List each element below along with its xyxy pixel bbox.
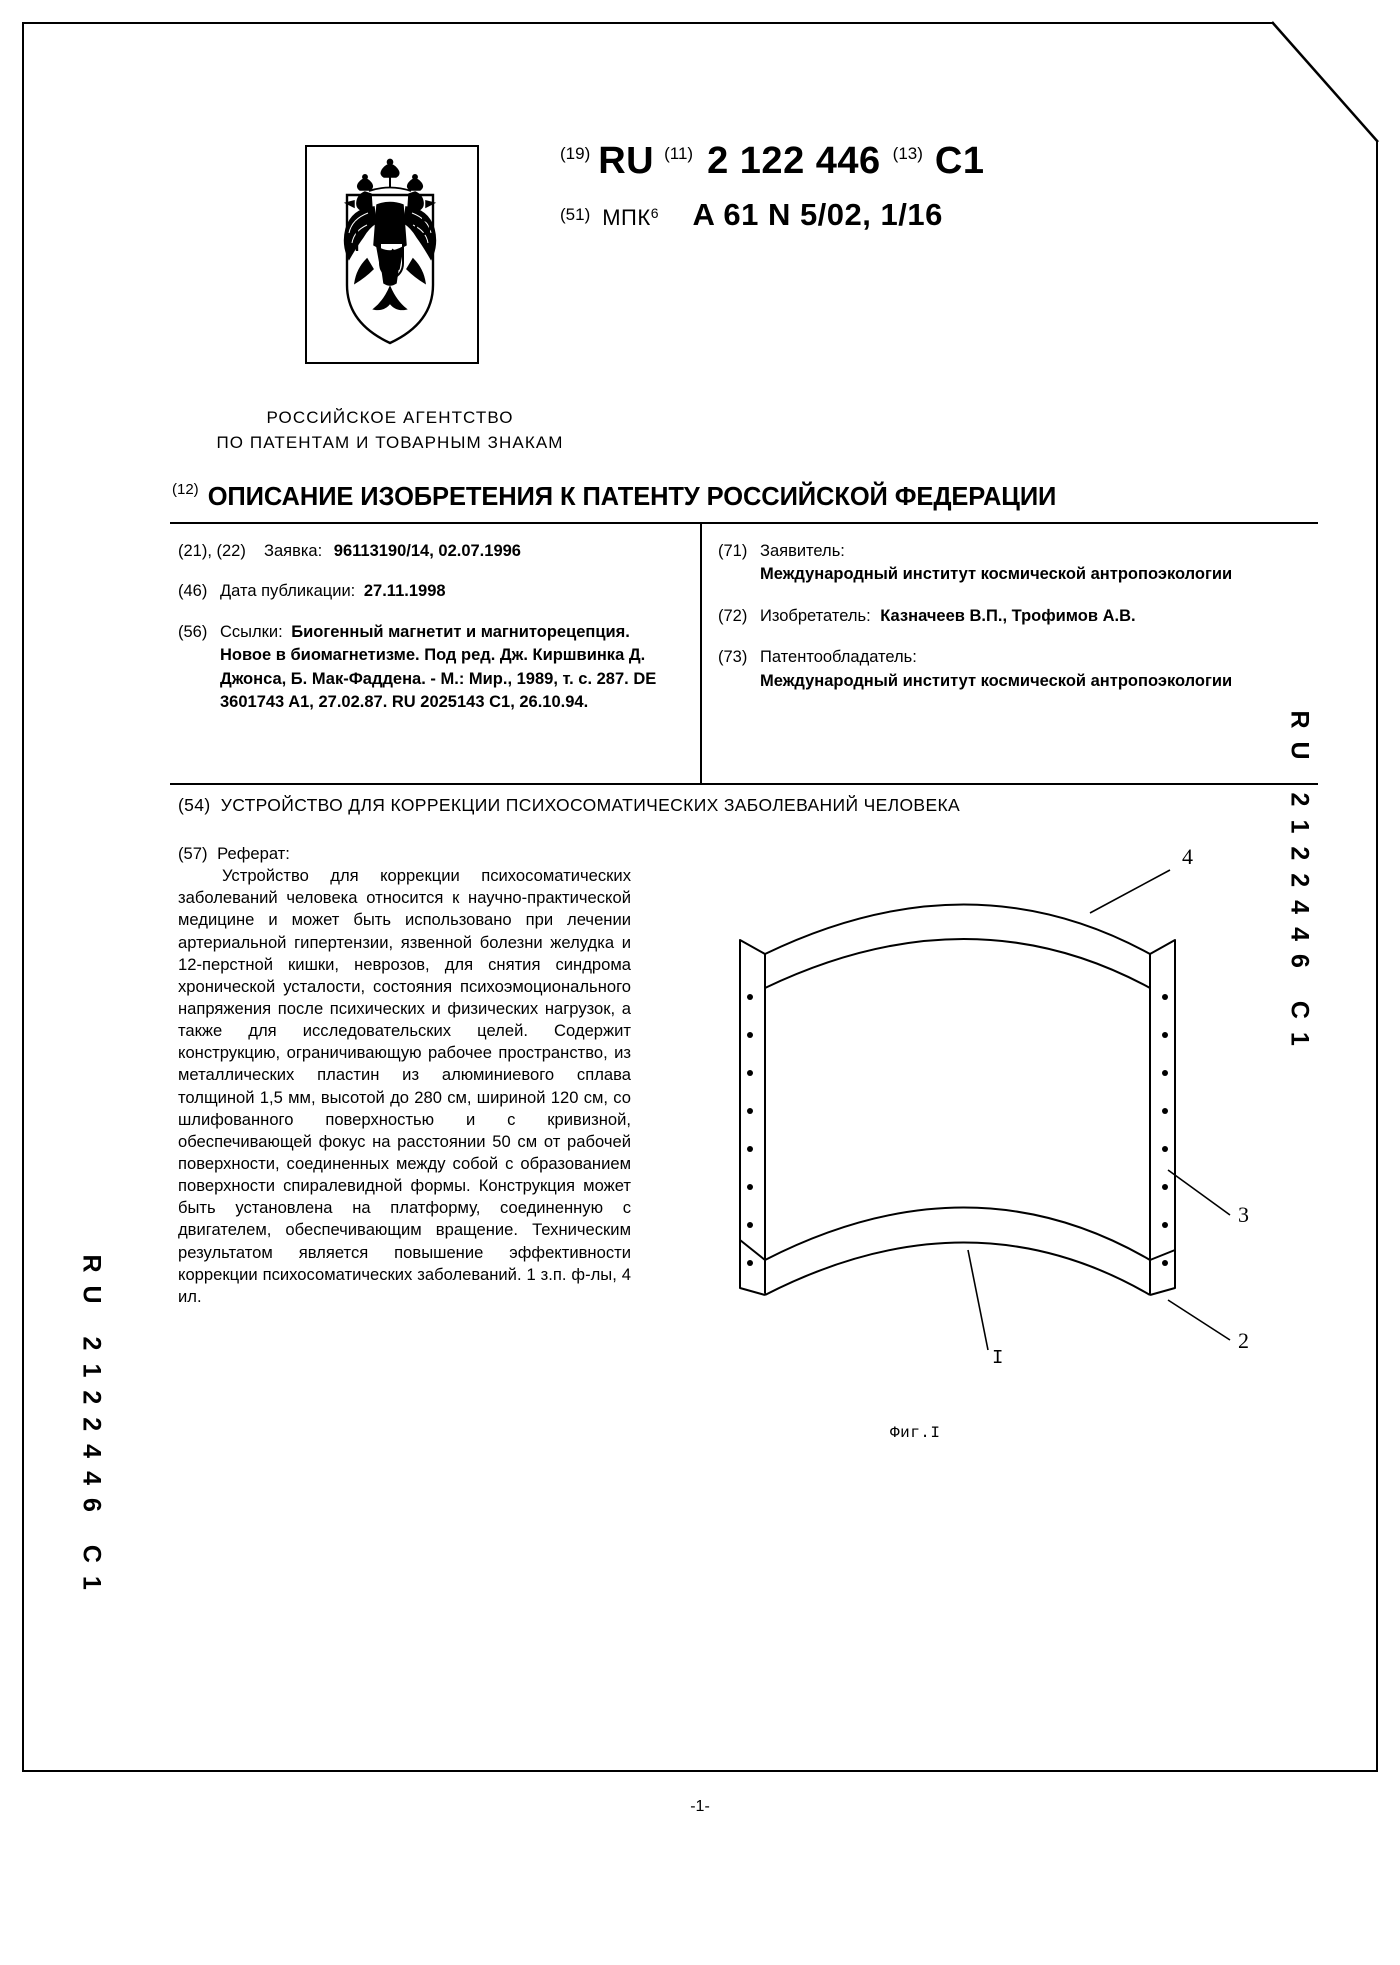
- divider-middle: [170, 783, 1318, 785]
- inid-71: (71): [718, 542, 748, 560]
- kind-code: C1: [934, 140, 985, 182]
- agency-line-2: ПО ПАТЕНТАМ И ТОВАРНЫМ ЗНАКАМ: [216, 432, 564, 452]
- page-border-top: [22, 22, 1274, 24]
- inid-73: (73): [718, 648, 748, 667]
- publication-date-value: 27.11.1998: [363, 582, 446, 601]
- application-label: Заявка:: [264, 542, 323, 560]
- figure-callout-2: 2: [1238, 1328, 1249, 1353]
- page-border-bottom: [22, 1770, 1378, 1772]
- page-corner-fold: [1262, 14, 1388, 154]
- document-title-row: [172, 483, 1317, 512]
- inventor-label: Изобретатель:: [760, 606, 871, 625]
- divider-column: [700, 522, 702, 784]
- page-border-right: [1376, 140, 1378, 1772]
- inid-21-22: (21), (22): [178, 542, 246, 560]
- biblio-patent-holder: [718, 646, 1278, 693]
- page-number: -1-: [690, 1798, 710, 1815]
- ipc-line: [560, 197, 1260, 233]
- bibliographic-right-column: [718, 540, 1278, 710]
- biblio-publication-date: [178, 580, 678, 603]
- biblio-applicant: [718, 540, 1278, 587]
- divider-top: [170, 522, 1318, 524]
- ipc-label: МПК: [602, 205, 651, 230]
- abstract-text: Устройство для коррекции психосоматических заболеваний человека относится к научно-практической медицине и может быть использовано при лечении артериальной гипертензии, язвенной болезни желудка и 12-перстной кишки, неврозов, для снятия синдрома хронической усталости, состояния психоэмоционального напряжения после психических и физических нагрузок, а также для исследовательских целей. Содержит конструкцию, ограничивающую рабочее пространство, из металлических пластин из алюминиевого сплава толщиной 1,5 мм, высотой до 280 см, шириной 120 см, со шлифованного поверхностью и с кривизной, обеспечивающей фокус на расстоянии 50 см от рабочей поверхности, соединенных между собой с образованием поверхности спиралевидной формы. Конструкция может быть установлена на платформу, соединенную с двигателем, обеспечивающим вращение. Техническим результатом является повышение эффективности коррекции психосоматических заболеваний. 1 з.п. ф-лы, 4 ил.: [178, 866, 631, 1306]
- abstract-section: [178, 843, 631, 1308]
- biblio-application: [178, 540, 678, 563]
- bibliographic-left-column: [178, 540, 678, 732]
- patent-number-line: [560, 140, 1260, 183]
- biblio-inventor: [718, 605, 1278, 628]
- inid-13: (13): [892, 144, 923, 163]
- figure-callout-3: 3: [1238, 1202, 1249, 1227]
- inid-46: (46): [178, 582, 208, 601]
- figure-1-drawing: [690, 820, 1250, 1440]
- inid-12: (12): [172, 481, 199, 498]
- agency-line-1: РОССИЙСКОЕ АГЕНТСТВО: [266, 408, 514, 427]
- inid-57: (57): [178, 844, 208, 863]
- page-border-left: [22, 22, 24, 1772]
- references-label: Ссылки:: [220, 622, 283, 641]
- ipc-classes: A 61 N 5/02, 1/16: [692, 197, 943, 232]
- patent-holder-label: Патентообладатель:: [760, 648, 917, 667]
- biblio-references: [178, 621, 678, 715]
- inventor-value: Казначеев В.П., Трофимов А.В.: [880, 606, 1136, 625]
- inid-19: (19): [560, 144, 591, 163]
- inid-11: (11): [664, 144, 694, 163]
- inid-54: (54): [178, 795, 211, 815]
- russian-coat-of-arms-emblem: [305, 145, 479, 364]
- invention-title-row: [178, 795, 1298, 816]
- inid-51: (51): [560, 205, 591, 224]
- references-value: Биогенный магнетит и магниторецепция. Новое в биомагнетизме. Под ред. Дж. Киршвинка Д. Джонса, Б. Мак-Фаддена. - М.: Мир., 1989, т. с. 287. DE 3601743 A1, 27.02.87. RU 2025143 C1, 26.10.94.: [220, 622, 657, 712]
- patent-header-codes: [560, 140, 1260, 233]
- applicant-value: Международный институт космической антропоэкологии: [760, 565, 1233, 584]
- invention-title: УСТРОЙСТВО ДЛЯ КОРРЕКЦИИ ПСИХОСОМАТИЧЕСКИХ ЗАБОЛЕВАНИЙ ЧЕЛОВЕКА: [220, 795, 961, 815]
- inid-56: (56): [178, 622, 208, 641]
- ipc-label-edition: 6: [650, 205, 659, 221]
- country-code: RU: [598, 140, 655, 182]
- application-value: 96113190/14, 02.07.1996: [333, 542, 521, 560]
- abstract-label: Реферат:: [217, 844, 290, 863]
- publication-date-label: Дата публикации:: [220, 582, 356, 601]
- applicant-label: Заявитель:: [760, 542, 845, 560]
- figure-callout-4: 4: [1182, 844, 1193, 869]
- patent-holder-value: Международный институт космической антропоэкологии: [760, 671, 1233, 690]
- side-code-left: RU 2122446 C1: [77, 1254, 106, 1603]
- side-code-right: RU 2122446 C1: [1285, 710, 1314, 1059]
- figure-callout-1: I: [992, 1347, 1004, 1369]
- patent-number: 2 122 446: [707, 140, 881, 182]
- page-title: ОПИСАНИЕ ИЗОБРЕТЕНИЯ К ПАТЕНТУ РОССИЙСКОЙ ФЕДЕРАЦИИ: [207, 483, 1057, 511]
- agency-name: [150, 406, 630, 455]
- figure-caption: Фиг.I: [890, 1424, 941, 1442]
- inid-72: (72): [718, 606, 748, 625]
